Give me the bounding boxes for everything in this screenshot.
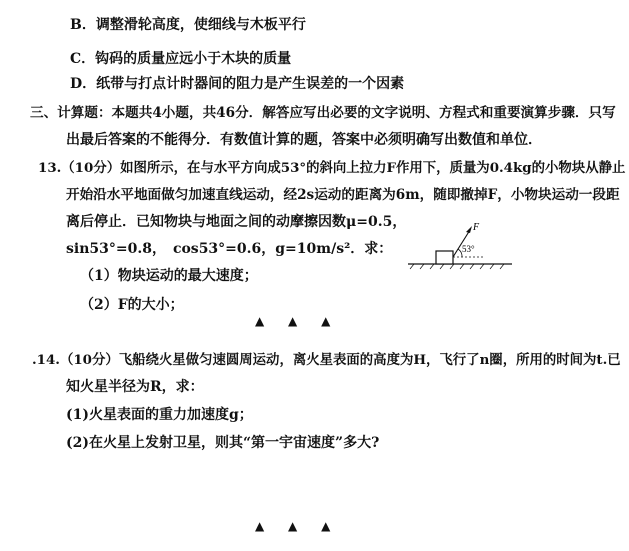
q13-line3: 离后停止．已知物块与地面之间的动摩擦因数μ=0.5， bbox=[66, 214, 407, 230]
q13-sub1: （1）物块运动的最大速度； bbox=[80, 268, 258, 284]
q14-line1: .14.（10分）飞船绕火星做匀速圆周运动，离火星表面的高度为H，飞行了n圈，所用的时间为t.已 bbox=[32, 352, 621, 368]
q14-end-marks: ▲ ▲ ▲ bbox=[255, 519, 341, 533]
q13-line2: 开始沿水平地面做匀加速直线运动，经2s运动的距离为6m，随即撤掉F，小物块运动一段距 bbox=[66, 187, 620, 203]
force-arrowhead-icon bbox=[466, 226, 472, 233]
q13-end-marks: ▲ ▲ ▲ bbox=[255, 314, 341, 328]
angle-label: 53° bbox=[462, 244, 475, 254]
q14-sub2: (2)在火星上发射卫星，则其“第一宇宙速度”多大? bbox=[66, 435, 380, 451]
force-label: F bbox=[473, 222, 480, 233]
option-d: D．纸带与打点计时器间的阻力是产生误差的一个因素 bbox=[70, 76, 405, 92]
q13-line4: sin53°=0.8， cos53°=0.6，g=10m/s²．求： bbox=[66, 241, 393, 257]
section-title-line1: 三、计算题：本题共4小题，共46分．解答应写出必要的文字说明、方程式和重要演算步骤．只写 bbox=[30, 105, 616, 121]
q13-force-diagram bbox=[400, 218, 518, 270]
q14-line2: 知火星半径为R，求： bbox=[66, 379, 204, 395]
option-c: C．钩码的质量应远小于木块的质量 bbox=[70, 51, 292, 67]
q14-sub1: (1)火星表面的重力加速度g； bbox=[66, 407, 253, 423]
option-b: B．调整滑轮高度，使细线与木板平行 bbox=[70, 17, 306, 33]
block bbox=[436, 251, 453, 264]
q13-sub2: （2）F的大小； bbox=[80, 297, 184, 313]
ground-hatch bbox=[410, 264, 504, 269]
q13-line1: 13.（10分）如图所示，在与水平方向成53°的斜向上拉力F作用下，质量为0.4kg的小物块从静止 bbox=[38, 160, 626, 176]
section-title-line2: 出最后答案的不能得分．有数值计算的题，答案中必须明确写出数值和单位． bbox=[66, 132, 542, 148]
